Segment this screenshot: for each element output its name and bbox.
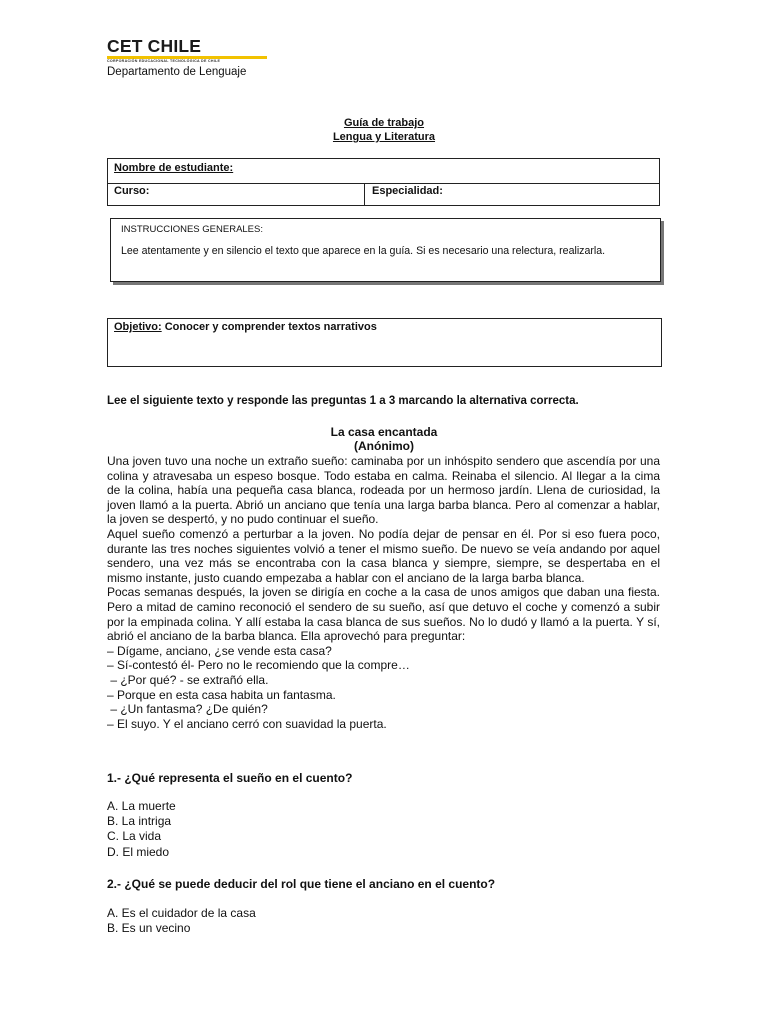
question-2: 2.- ¿Qué se puede deducir del rol que tiene el anciano en el cuento? [107,877,496,891]
instructions-heading: INSTRUCCIONES GENERALES: [121,224,263,235]
student-name-label: Nombre de estudiante: [114,162,234,174]
logo-name: CET CHILE [107,36,202,56]
question-2-options [107,906,256,936]
dialogue-line: – El suyo. Y el anciano cerró con suavidad la puerta. [107,716,387,731]
logo-subtitle: CORPORACIÓN EDUCACIONAL TECNOLÓGICA DE CHILE [107,59,221,63]
department-label: Departamento de Lenguaje [107,66,247,78]
specialty-label: Especialidad: [372,185,443,197]
option[interactable]: A. La muerte [107,799,176,813]
dialogue-line: – Dígame, anciano, ¿se vende esta casa? [107,643,332,658]
student-info-box [107,158,660,206]
dialogue-line: – ¿Por qué? - se extrañó ella. [107,672,269,687]
guide-subtitle: Lengua y Literatura [332,131,436,143]
story-paragraph: Una joven tuvo una noche un extraño sueño: caminaba por un inhóspito sendero que ascendía por una colina y atravesaba un espeso bosque. Todo estaba en calma. Reinaba el silencio. Al llegar a la cima de la colina, había una pequeña casa blanca, rodeada por un hermoso jardín. Llena de curiosidad, la joven llamó a la puerta. Abrió un anciano que tenía una larga barba blanca. Pero al comenzar a hablar, la joven se despertó, y no pudo continuar el sueño. [107,454,660,527]
option[interactable]: B. Es un vecino [107,921,191,936]
reading-instruction: Lee el siguiente texto y responde las preguntas 1 a 3 marcando la alternativa correcta. [107,395,579,407]
instructions-text: Lee atentamente y en silencio el texto que aparece en la guía. Si es necesario una relectura, realizarla. [121,245,606,257]
option[interactable]: A. Es el cuidador de la casa [107,906,256,920]
story-paragraph: Pocas semanas después, la joven se dirigía en coche a la casa de unos amigos que daban una fiesta. Pero a mitad de camino reconoció el sendero de su sueño, así que detuvo el coche y comenzó a subir por la empinada colina. Y allí estaba la casa blanca de sus sueños. No lo dudó y llamó a la puerta. Y sí, abrió el anciano de la barba blanca. Ella aprovechó para preguntar: [107,585,660,644]
instructions-box [110,218,661,282]
objective-label: Objetivo: [114,321,162,333]
question-1: 1.- ¿Qué representa el sueño en el cuento? [107,771,353,785]
option[interactable]: C. La vida [107,829,162,844]
dialogue-line: – Porque en esta casa habita un fantasma. [107,687,336,702]
story-paragraph: Aquel sueño comenzó a perturbar a la joven. No podía dejar de pensar en él. Por si eso fuera poco, durante las tres noches siguientes volvió a tener el mismo sueño. De nuevo se veía andando por aquel sendero, una vez más se encontraba con la casa blanca y siempre, siempre, se despertaba en el mismo instante, justo cuando empezaba a hablar con el anciano de la larga barba blanca. [107,526,660,585]
dialogue-line: – ¿Un fantasma? ¿De quién? [107,702,268,717]
dialogue-line: – Sí-contestó él- Pero no le recomiendo que la compre… [107,658,410,673]
story-title: La casa encantada [330,425,438,439]
option[interactable]: B. La intriga [107,814,172,829]
story-author: (Anónimo) [354,439,414,453]
course-label: Curso: [114,185,150,197]
story-text [107,454,660,731]
objective-text: Conocer y comprender textos narrativos [161,321,377,333]
objective-box [107,318,662,367]
question-1-options [107,799,176,860]
guide-title: Guía de trabajo [343,117,425,129]
option[interactable]: D. El miedo [107,844,170,859]
